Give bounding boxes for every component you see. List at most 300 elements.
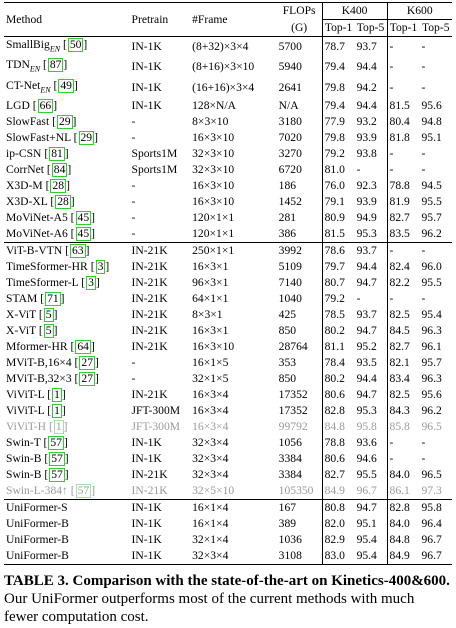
k600-top1-cell: 84.0 <box>387 516 419 532</box>
k600-top1-cell: 82.2 <box>387 275 419 291</box>
header-k400-top5: Top-5 <box>356 21 385 34</box>
k400-top1-cell: 78.8 <box>322 435 354 451</box>
frame-cell: 16×3×1 <box>192 259 229 273</box>
k400-top1-cell: 82.7 <box>322 467 354 483</box>
k400-top1-cell: 80.2 <box>322 323 354 339</box>
k600-top1-cell: 80.4 <box>387 114 419 130</box>
k600-top1-cell: - <box>387 57 419 77</box>
flops-cell: 186 <box>278 178 297 192</box>
frame-cell: 128×N/A <box>192 98 237 112</box>
k600-top1-cell: 82.8 <box>387 499 419 516</box>
k400-top5-cell: 94.4 <box>356 371 377 385</box>
pretrain-cell: - <box>131 226 136 240</box>
flops-cell: 7140 <box>278 275 302 289</box>
k600-top5-cell: 95.5 <box>421 194 442 208</box>
k400-top1-cell: 80.6 <box>322 387 354 403</box>
k400-top1-cell: 81.0 <box>322 162 354 178</box>
method-cell: ViViT-L [ 1 ] <box>6 387 66 401</box>
citation-link[interactable]: 3 <box>88 275 94 289</box>
k400-top1-cell: 83.0 <box>322 548 354 565</box>
k600-top1-cell: 83.5 <box>387 226 419 243</box>
flops-cell: 3180 <box>278 114 302 128</box>
method-name: Swin-T <box>6 435 41 449</box>
table-row <box>4 339 452 355</box>
k400-top5-cell: 93.6 <box>356 435 377 449</box>
method-cell: SlowFast+NL [ 29 ] <box>6 130 98 144</box>
k600-top1-cell: - <box>387 146 419 162</box>
k600-top5-cell: 97.3 <box>421 483 442 497</box>
flops-cell: 5700 <box>278 40 302 54</box>
flops-cell: 5109 <box>278 259 302 273</box>
header-flops-unit: (G) <box>291 20 308 34</box>
pretrain-cell: Sports1M <box>131 146 178 160</box>
method-name: CT-Net <box>6 78 41 92</box>
k400-top1-cell: 84.8 <box>322 419 354 435</box>
citation-link[interactable]: 45 <box>77 210 90 224</box>
k600-top5-cell: 96.4 <box>421 516 442 530</box>
flops-cell: 6720 <box>278 162 302 176</box>
k400-top5-cell: 95.4 <box>356 548 377 562</box>
citation-link[interactable]: 5 <box>45 323 52 337</box>
k400-top5-cell: - <box>356 291 361 305</box>
method-subscript: EN <box>49 44 61 54</box>
k400-top1-cell: 80.2 <box>322 371 354 387</box>
k600-top1-cell: 83.4 <box>387 371 419 387</box>
header-k600: K600 <box>387 3 452 20</box>
k600-top1-cell: 84.3 <box>387 403 419 419</box>
method-cell: ip-CSN [ 81 ] <box>6 146 69 160</box>
citation-link[interactable]: 45 <box>77 226 90 240</box>
k600-top1-cell: 82.5 <box>387 307 419 323</box>
pretrain-cell: IN-21K <box>131 387 168 401</box>
method-cell: Mformer-HR [ 64 ] <box>6 339 95 353</box>
method-cell: ViViT-L [ 1 ] <box>6 403 66 417</box>
frame-cell: 16×3×10 <box>192 194 235 208</box>
method-cell <box>4 532 130 548</box>
flops-cell: 2641 <box>278 80 302 94</box>
k600-top5-cell: - <box>421 60 426 74</box>
k400-top5-cell: 93.7 <box>356 40 377 54</box>
k600-top5-cell: 96.7 <box>421 532 442 546</box>
frame-cell: 250×1×1 <box>192 243 235 257</box>
k600-top5-cell: 95.4 <box>421 307 442 321</box>
method-name: MViT-B,32×3 <box>6 371 72 385</box>
citation-link[interactable]: 27 <box>81 371 94 385</box>
k600-top1-cell: 81.9 <box>387 194 419 210</box>
k400-top5-cell: 94.7 <box>356 323 377 337</box>
header-frame: #Frame <box>192 12 228 26</box>
table-row <box>4 259 452 275</box>
k400-top1-cell: 82.0 <box>322 516 354 532</box>
header-k600-top5: Top-5 <box>421 21 450 34</box>
method-cell: ViViT-H [ 1 ] <box>6 419 68 433</box>
k400-top1-cell: 80.6 <box>322 451 354 467</box>
k400-top5-cell: 94.9 <box>356 210 377 224</box>
citation-link[interactable]: 57 <box>50 435 62 449</box>
k600-top5-cell: 96.2 <box>421 226 442 240</box>
table-row <box>4 435 452 451</box>
k600-top5-cell: - <box>421 291 426 305</box>
method-name: TimeSformer-HR <box>6 259 88 273</box>
method-name: SmallBig <box>6 38 50 51</box>
pretrain-cell: IN-21K <box>131 259 168 273</box>
method-name: Mformer-HR <box>6 339 68 353</box>
results-table <box>4 2 452 565</box>
frame-cell: 32×5×10 <box>192 483 235 497</box>
flops-cell: 17352 <box>278 387 308 401</box>
pretrain-cell: IN-1K <box>131 516 162 530</box>
pretrain-cell: IN-21K <box>131 483 168 497</box>
table-row <box>4 242 452 259</box>
table-row <box>4 210 452 226</box>
k600-top1-cell: - <box>387 291 419 307</box>
flops-cell: 99792 <box>278 419 308 433</box>
method-name: MoViNet-A6 <box>6 226 68 240</box>
flops-cell: 7020 <box>278 130 302 144</box>
k400-top5-cell: 94.6 <box>356 451 377 465</box>
k400-top5-cell: 92.3 <box>356 178 377 192</box>
method-name: SlowFast <box>6 114 50 128</box>
method-cell: LGD [ 66 ] <box>6 98 58 112</box>
pretrain-cell: Sports1M <box>131 162 178 176</box>
pretrain-cell: IN-21K <box>131 467 168 481</box>
k600-top1-cell: 81.5 <box>387 98 419 114</box>
k600-top1-cell: 84.8 <box>387 532 419 548</box>
flops-cell: 3270 <box>278 146 302 160</box>
flops-cell: 3992 <box>278 243 302 257</box>
k400-top5-cell: 93.2 <box>356 114 377 128</box>
k400-top1-cell: 79.4 <box>322 57 354 77</box>
citation-link[interactable]: 28 <box>57 194 69 208</box>
header-k400-top1: Top-1 <box>322 20 354 37</box>
flops-cell: 5940 <box>278 60 302 74</box>
table-row <box>4 114 452 130</box>
k400-top1-cell: 80.8 <box>322 499 354 516</box>
table-row <box>4 275 452 291</box>
table-row <box>4 291 452 307</box>
frame-cell: 8×3×1 <box>192 307 223 321</box>
pretrain-cell: - <box>131 194 136 208</box>
k600-top5-cell: 94.8 <box>421 114 442 128</box>
method-name: ViViT-L <box>6 387 45 401</box>
method-cell: STAM [ 71 ] <box>6 291 65 305</box>
frame-cell: 120×1×1 <box>192 210 235 224</box>
pretrain-cell: - <box>131 210 136 224</box>
caption-text: Our UniFormer outperforms most of the current methods with much fewer computation cost. <box>4 591 415 625</box>
method-cell: SmallBig$_{EN}$ [ 50 ] <box>6 38 88 54</box>
k600-top1-cell: 82.5 <box>387 387 419 403</box>
k600-top1-cell: 81.8 <box>387 130 419 146</box>
table-row <box>4 178 452 194</box>
k400-top5-cell: 95.2 <box>356 339 377 353</box>
table-row <box>4 146 452 162</box>
frame-cell: 64×1×1 <box>192 291 229 305</box>
method-name: X3D-M <box>6 178 43 192</box>
citation-link[interactable]: 57 <box>77 483 90 497</box>
header-method: Method <box>6 12 43 26</box>
method-cell: MViT-B,32×3 [ 27 ] <box>6 371 99 385</box>
k600-top1-cell: - <box>387 78 419 98</box>
method-name: ViViT-H <box>6 419 47 433</box>
frame-cell: 16×1×4 <box>192 516 229 530</box>
k400-top1-cell: 80.7 <box>322 275 354 291</box>
k400-top1-cell: 79.2 <box>322 146 354 162</box>
table-row <box>4 403 452 419</box>
frame-cell: 32×3×10 <box>192 146 235 160</box>
frame-cell: 32×1×4 <box>192 532 229 546</box>
citation-link[interactable]: 3 <box>97 259 104 273</box>
k400-top5-cell: 95.1 <box>356 516 377 530</box>
pretrain-cell: IN-1K <box>131 451 162 465</box>
k600-top1-cell: - <box>387 162 419 178</box>
method-name: STAM <box>6 291 38 305</box>
k400-top5-cell: 93.9 <box>356 130 377 144</box>
k600-top5-cell: 95.6 <box>421 387 442 401</box>
citation-link[interactable]: 50 <box>69 38 82 51</box>
method-cell <box>4 516 130 532</box>
method-name: SlowFast+NL <box>6 130 71 144</box>
frame-cell: 32×3×4 <box>192 451 229 465</box>
k600-top5-cell: 96.5 <box>421 467 442 481</box>
method-name: MViT-B,16×4 <box>6 355 72 369</box>
k400-top1-cell: 78.7 <box>322 37 354 58</box>
k600-top5-cell: 96.3 <box>421 371 442 385</box>
header-flops: FLOPs <box>282 4 316 18</box>
k400-top5-cell: 95.3 <box>356 403 377 417</box>
flops-cell: 105350 <box>278 483 314 497</box>
k400-top1-cell: 79.8 <box>322 78 354 98</box>
citation-link[interactable]: 28 <box>52 178 65 192</box>
method-cell: Swin-L-384↑ [ 57 ] <box>6 483 96 497</box>
table-row <box>4 37 452 58</box>
table-row <box>4 355 452 371</box>
k600-top5-cell: 96.1 <box>421 339 442 353</box>
table-row <box>4 483 452 500</box>
k400-top1-cell: 84.9 <box>322 483 354 500</box>
method-name: X3D-XL <box>6 194 48 208</box>
k600-top5-cell: 95.7 <box>421 210 442 224</box>
pretrain-cell: IN-21K <box>131 323 168 337</box>
table-row <box>4 467 452 483</box>
k600-top5-cell: 95.5 <box>421 275 442 289</box>
flops-cell: 3384 <box>278 467 302 481</box>
k400-top1-cell: 82.9 <box>322 532 354 548</box>
method-cell: ViT-B-VTN [ 63 ] <box>6 243 90 257</box>
method-cell: MoViNet-A5 [ 45 ] <box>6 210 96 224</box>
method-name: Swin-B <box>6 467 42 481</box>
flops-cell: 389 <box>278 516 297 530</box>
k400-top1-cell: 78.6 <box>322 242 354 259</box>
method-cell: Swin-T [ 57 ] <box>6 435 68 449</box>
citation-link[interactable]: 71 <box>47 291 59 305</box>
pretrain-cell: JFT-300M <box>131 419 181 433</box>
method-name: X-ViT <box>6 307 37 321</box>
table-row <box>4 532 452 548</box>
method-name: UniFormer-B <box>6 548 69 562</box>
pretrain-cell: JFT-300M <box>131 403 181 417</box>
table-row <box>4 548 452 565</box>
method-cell: $TDN_{EN}$ [ 87 ] <box>6 58 68 74</box>
frame-cell: 32×1×5 <box>192 371 229 385</box>
table-row <box>4 162 452 178</box>
method-cell: X-ViT [ 5 ] <box>6 323 58 337</box>
k600-top5-cell: - <box>421 243 426 257</box>
citation-link[interactable]: 64 <box>77 339 89 353</box>
frame-cell: 16×3×1 <box>192 323 229 337</box>
pretrain-cell: IN-1K <box>131 548 162 562</box>
method-name: ip-CSN <box>6 146 42 160</box>
method-cell: MViT-B,16×4 [ 27 ] <box>6 355 99 369</box>
method-subscript: EN <box>29 64 41 74</box>
method-cell: Swin-B [ 57 ] <box>6 451 69 465</box>
pretrain-cell: - <box>131 114 136 128</box>
method-cell: CT-Net$_{EN}$ [ 49 ] <box>6 78 78 94</box>
citation-link[interactable]: 81 <box>51 146 63 160</box>
k400-top1-cell: 81.5 <box>322 226 354 243</box>
flops-cell: 167 <box>278 500 297 514</box>
pretrain-cell: IN-1K <box>131 98 162 112</box>
k600-top5-cell: 96.7 <box>421 548 442 562</box>
k600-top1-cell: 84.5 <box>387 323 419 339</box>
citation-link[interactable]: 57 <box>51 467 63 481</box>
method-cell: SlowFast [ 29 ] <box>6 114 77 128</box>
frame-cell: (8+32)×3×4 <box>192 40 249 54</box>
k600-top5-cell: - <box>421 146 426 160</box>
table-body <box>4 37 452 565</box>
citation-link[interactable]: 49 <box>60 78 72 92</box>
citation-link[interactable]: 27 <box>81 355 94 369</box>
citation-link[interactable]: 66 <box>39 98 52 112</box>
table-row <box>4 499 452 516</box>
method-name: MoViNet-A5 <box>6 210 68 224</box>
k600-top1-cell: 82.7 <box>387 210 419 226</box>
frame-cell: 16×3×10 <box>192 339 235 353</box>
flops-cell: 3108 <box>278 548 302 562</box>
frame-cell: 32×3×4 <box>192 548 229 562</box>
citation-link[interactable]: 87 <box>49 58 62 72</box>
k400-top5-cell: 95.5 <box>356 467 377 481</box>
k600-top1-cell: 82.1 <box>387 355 419 371</box>
table-row <box>4 387 452 403</box>
method-name: TDN <box>6 58 30 72</box>
table-header <box>4 3 452 37</box>
k600-top5-cell: - <box>421 451 426 465</box>
k600-top5-cell: 94.5 <box>421 178 442 192</box>
pretrain-cell: IN-1K <box>131 40 162 54</box>
flops-cell: 1040 <box>278 291 302 305</box>
frame-cell: 120×1×1 <box>192 226 235 240</box>
frame-cell: (8+16)×3×10 <box>192 60 255 74</box>
k600-top5-cell: 96.2 <box>421 403 442 417</box>
citation-link[interactable]: 29 <box>80 130 93 144</box>
k600-top5-cell: - <box>421 40 426 54</box>
method-name: UniFormer-B <box>6 532 69 546</box>
table-row <box>4 451 452 467</box>
frame-cell: (16+16)×3×4 <box>192 80 255 94</box>
citation-link[interactable]: 57 <box>51 451 63 465</box>
citation-link[interactable]: 29 <box>58 114 71 128</box>
k600-top1-cell: 84.9 <box>387 548 419 565</box>
flops-cell: N/A <box>278 98 299 112</box>
k400-top1-cell: 80.9 <box>322 210 354 226</box>
table-row <box>4 78 452 98</box>
k600-top5-cell: - <box>421 80 426 94</box>
k400-top1-cell: 76.0 <box>322 178 354 194</box>
k400-top1-cell: 81.1 <box>322 339 354 355</box>
k400-top5-cell: 94.7 <box>356 387 377 401</box>
k400-top5-cell: 93.7 <box>356 307 377 321</box>
citation-link[interactable]: 5 <box>45 307 52 321</box>
k400-top1-cell: 79.2 <box>322 291 354 307</box>
pretrain-cell: - <box>131 371 136 385</box>
k400-top1-cell: 78.5 <box>322 307 354 323</box>
citation-link[interactable]: 1 <box>55 419 62 433</box>
table-row <box>4 57 452 77</box>
flops-cell: 3384 <box>278 451 302 465</box>
method-cell: TimeSformer-L [ 3 ] <box>6 275 100 289</box>
pretrain-cell: IN-1K <box>131 60 162 74</box>
table-row <box>4 516 452 532</box>
citation-link[interactable]: 1 <box>54 403 60 417</box>
citation-link[interactable]: 84 <box>53 162 66 176</box>
k400-top5-cell: 94.4 <box>356 60 377 74</box>
table-row <box>4 226 452 243</box>
flops-cell: 850 <box>278 323 297 337</box>
frame-cell: 16×3×4 <box>192 419 229 433</box>
flops-cell: 17352 <box>278 403 308 417</box>
citation-link[interactable]: 63 <box>71 243 84 257</box>
k400-top5-cell: 93.5 <box>356 355 377 369</box>
k600-top5-cell: 95.1 <box>421 130 442 144</box>
flops-cell: 425 <box>278 307 297 321</box>
k400-top1-cell: 77.9 <box>322 114 354 130</box>
method-name: Swin-B <box>6 451 42 465</box>
k400-top1-cell: 79.1 <box>322 194 354 210</box>
k600-top5-cell: - <box>421 435 426 449</box>
frame-cell: 32×3×10 <box>192 162 235 176</box>
k600-top1-cell: 78.8 <box>387 178 419 194</box>
k400-top1-cell: 78.4 <box>322 355 354 371</box>
method-subscript: EN <box>40 84 51 94</box>
k400-top5-cell: 95.4 <box>356 532 377 546</box>
flops-cell: 386 <box>278 226 297 240</box>
k400-top5-cell: 93.7 <box>356 243 377 257</box>
flops-cell: 850 <box>278 371 297 385</box>
flops-cell: 1056 <box>278 435 302 449</box>
k600-top5-cell: 96.5 <box>421 419 442 433</box>
frame-cell: 32×3×4 <box>192 467 229 481</box>
citation-link[interactable]: 1 <box>54 387 60 401</box>
flops-cell: 281 <box>278 210 297 224</box>
k400-top5-cell: 93.8 <box>356 146 377 160</box>
k600-top5-cell: 95.6 <box>421 98 442 112</box>
k600-top1-cell: - <box>387 242 419 259</box>
k600-top5-cell: 96.0 <box>421 259 442 273</box>
k600-top1-cell: 86.1 <box>387 483 419 500</box>
frame-cell: 32×3×4 <box>192 435 229 449</box>
pretrain-cell: IN-21K <box>131 275 168 289</box>
k600-top5-cell: 95.7 <box>421 355 442 369</box>
k400-top5-cell: 94.7 <box>356 500 377 514</box>
k400-top5-cell: 94.4 <box>356 98 377 112</box>
flops-cell: 1452 <box>278 194 302 208</box>
frame-cell: 16×3×4 <box>192 387 229 401</box>
header-k600-top1: Top-1 <box>387 20 419 37</box>
table-row <box>4 419 452 435</box>
flops-cell: 28764 <box>278 339 308 353</box>
frame-cell: 96×3×1 <box>192 275 229 289</box>
method-cell: TimeSformer-HR [ 3 ] <box>6 259 110 273</box>
